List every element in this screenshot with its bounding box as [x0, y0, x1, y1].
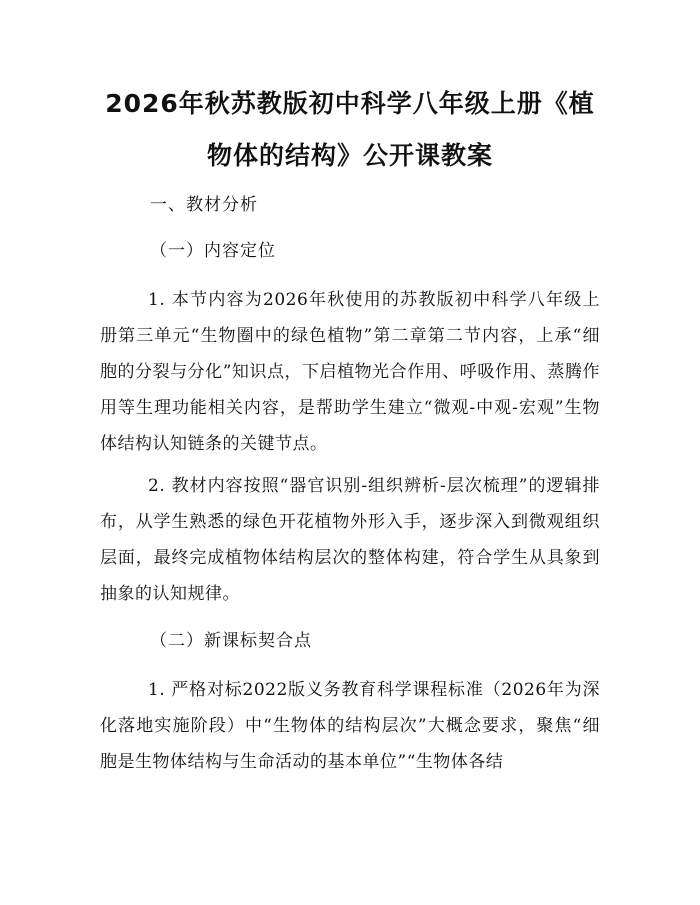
paragraph-curriculum-alignment-1: 1. 严格对标2022版义务教育科学课程标准（2026年为深化落地实施阶段）中“生物体的结构层次”大概念要求，聚焦“细胞是生物体结构与生命活动的基本单位”“生物体各结	[100, 680, 600, 772]
section-heading-teaching-material-analysis: 一、教材分析	[150, 195, 258, 215]
document-title: 2026年秋苏教版初中科学八年级上册《植物体的结构》公开课教案	[105, 89, 595, 170]
subsection-heading-curriculum-alignment: （二）新课标契合点	[150, 631, 312, 651]
paragraph-content-positioning-2: 2. 教材内容按照“器官识别-组织辨析-层次梳理”的逻辑排布，从学生熟悉的绿色开花植物外形入手，逐步深入到微观组织层面，最终完成植物体结构层次的整体构建，符合学生从具象到抽象的认知规律。	[100, 476, 600, 604]
subsection-heading-content-positioning: （一）内容定位	[150, 241, 276, 261]
paragraph-content-positioning-1: 1. 本节内容为2026年秋使用的苏教版初中科学八年级上册第三单元“生物圈中的绿色植物”第二章第二节内容，上承“细胞的分裂与分化”知识点，下启植物光合作用、呼吸作用、蒸腾作用等生理功能相关内容，是帮助学生建立“微观-中观-宏观”生物体结构认知链条的关键节点。	[100, 290, 600, 454]
